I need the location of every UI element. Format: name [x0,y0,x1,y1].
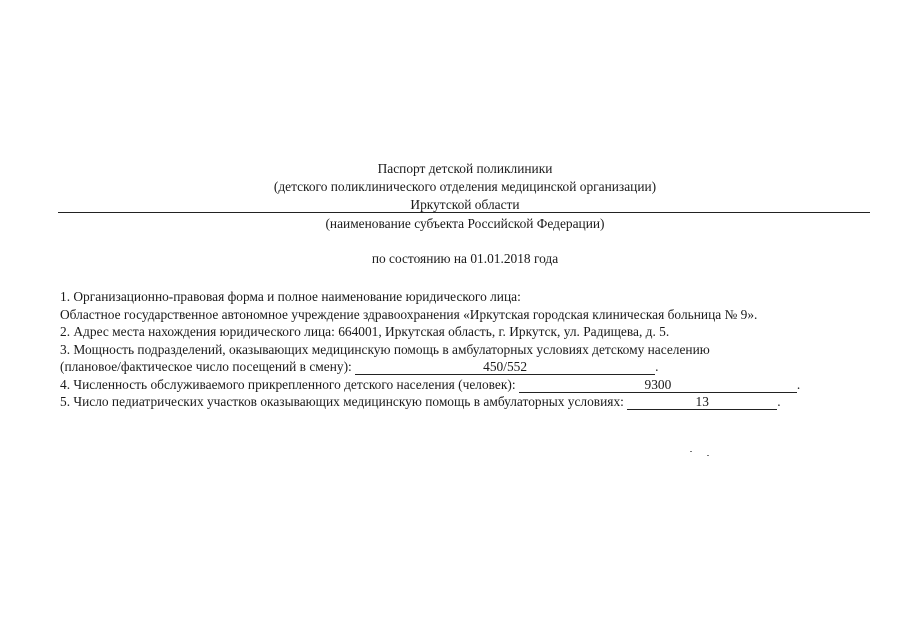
scan-speck [707,455,709,456]
scan-speck [690,451,692,452]
item-3-value: 450/552 [355,360,655,375]
region-name: Иркутской области [410,197,520,212]
item-5-row: 5. Число педиатрических участков оказывающих медицинскую помощь в амбулаторных условиях: 13 . [60,394,781,409]
item-4-label: 4. Численность обслуживаемого прикрепленного детского населения (человек): [60,376,516,392]
document-title: Паспорт детской поликлиники [377,161,553,176]
item-1-value: Областное государственное автономное учреждение здравоохранения «Иркутская городская клиническая больница № 9». [60,306,758,322]
as-of-date: по состоянию на 01.01.2018 года [371,251,559,266]
item-5-label: 5. Число педиатрических участков оказывающих медицинскую помощь в амбулаторных условиях: [60,394,624,409]
item-3-row: (плановое/фактическое число посещений в смену): 450/552 . [60,359,659,374]
item-3-label: 3. Мощность подразделений, оказывающих медицинскую помощь в амбулаторных условиях детскому населению [60,341,710,357]
item-2-address: 2. Адрес места нахождения юридического лица: 664001, Иркутская область, г. Иркутск, ул. Радищева, д. 5. [60,324,670,339]
region-caption: (наименование субъекта Российской Федерации) [325,216,605,231]
item-3-label-cont: (плановое/фактическое число посещений в смену): [60,359,352,374]
document-subtitle: (детского поликлинического отделения медицинской организации) [273,179,657,194]
item-4-row: 4. Численность обслуживаемого прикрепленного детского населения (человек): 9300 . [60,376,801,392]
item-1-label: 1. Организационно-правовая форма и полное наименование юридического лица: [60,289,521,304]
region-underline [58,212,870,213]
passport-items [60,288,860,411]
item-4-value: 9300 [519,378,797,393]
item-5-value: 13 [627,395,777,410]
